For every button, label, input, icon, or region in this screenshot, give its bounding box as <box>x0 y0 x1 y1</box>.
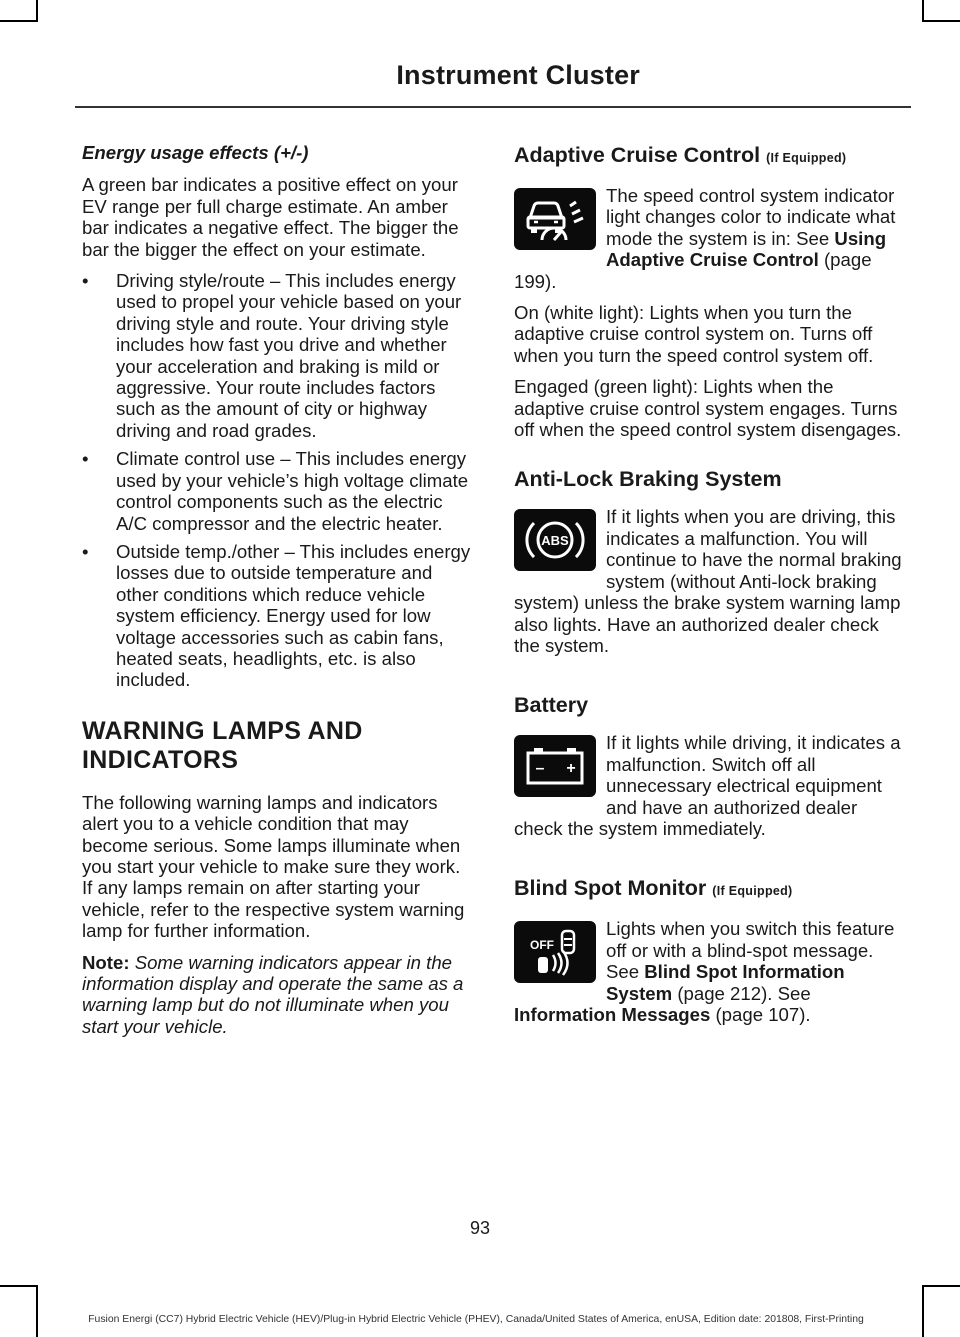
blind-spot-text-c: (page 107). <box>710 1003 811 1025</box>
abs-description: If it lights when you are driving, this indicates a malfunction. You will continue to have the normal braking system (without Anti-lock braking system) unless the brake system warning lamp also lights. Have an authorized dealer check the system. <box>514 506 902 656</box>
battery-block <box>514 732 906 849</box>
note-label: Note: <box>82 951 130 973</box>
crop-mark-bottom-left-h <box>0 1285 38 1287</box>
crop-mark-top-left-v <box>36 0 38 22</box>
warning-intro: The following warning lamps and indicators alert you to a vehicle condition that may become serious. Some lamps illuminate when you start your vehicle to make sure they work. If any lamps remain on after starting your vehicle, refer to the respective system warning lamp for further information. <box>82 791 465 942</box>
acc-on-text: On (white light): Lights when you turn the adaptive cruise control system on. Turns off when you turn the speed control system off. <box>514 302 874 366</box>
acc-ref-link[interactable]: Using Adaptive Cruise Control <box>606 227 887 271</box>
crop-mark-top-right-h <box>922 20 960 22</box>
blind-spot-heading <box>514 875 906 904</box>
note-paragraph <box>82 952 474 1038</box>
blind-spot-off-icon <box>514 921 596 983</box>
adaptive-cruise-icon <box>514 188 596 250</box>
acc-engaged-text: Engaged (green light): Lights when the adaptive cruise control system engages. Turns off when the speed control system disengages. <box>514 376 902 441</box>
left-column <box>82 142 474 1047</box>
section-title-line-1: WARNING LAMPS AND <box>82 716 363 745</box>
crop-mark-top-right-v <box>922 0 924 22</box>
bullet-outside-temp: • Outside temp./other – This includes energy losses due to outside temperature and other conditions which reduce vehicle system efficiency. Energy used for low voltage accessories such as cabin fans, heated seats, headlights, etc. is also included. <box>82 541 474 691</box>
crop-mark-bottom-right-v <box>922 1285 924 1337</box>
battery-minus: – <box>535 760 545 778</box>
battery-heading: Battery <box>514 693 589 718</box>
acc-block <box>514 185 906 302</box>
energy-usage-heading: Energy usage effects (+/-) <box>82 142 309 163</box>
battery-description: If it lights while driving, it indicates a malfunction. Switch off all unnecessary electrical equipment and have an authorized dealer check the system immediately. <box>514 732 901 839</box>
acc-heading <box>514 142 906 171</box>
abs-block <box>514 506 906 666</box>
abs-heading: Anti-Lock Braking System <box>514 467 782 492</box>
information-messages-ref-link[interactable]: Information Messages <box>514 1003 711 1025</box>
battery-icon <box>514 735 596 797</box>
energy-bullet-list <box>82 270 474 691</box>
bullet-climate-control: • Climate control use – This includes energy used by your vehicle’s high voltage climate control components such as the electric A/C compressor and the electric heater. <box>82 448 474 534</box>
blind-spot-ref-link[interactable]: Blind Spot Information System <box>606 961 845 1004</box>
section-title-line-2: INDICATORS <box>82 745 239 774</box>
blind-spot-title: Blind Spot Monitor <box>514 876 707 901</box>
abs-icon-label: ABS <box>541 533 569 549</box>
acc-equipped: (If Equipped) <box>766 151 847 165</box>
page-number: 93 <box>469 1218 491 1238</box>
battery-plus: + <box>566 760 576 778</box>
blind-spot-text-a: Lights when you switch this feature off or with a blind-spot message. See <box>606 918 895 983</box>
acc-text-a: The speed control system indicator light changes color to indicate what mode the system is in: See <box>606 185 896 249</box>
warning-lamps-section-title <box>82 717 474 775</box>
crop-mark-bottom-right-h <box>922 1285 960 1287</box>
blind-spot-icon-label: OFF <box>530 938 554 953</box>
blind-spot-block <box>514 918 906 1035</box>
header-rule <box>75 106 911 108</box>
right-column <box>514 142 906 1035</box>
page-header-title: Instrument Cluster <box>396 60 640 90</box>
note-text: Some warning indicators appear in the information display and operate the same as a warning lamp but do not illuminate when you start your vehicle. <box>82 951 464 1037</box>
footer-edition-text: Fusion Energi (CC7) Hybrid Electric Vehicle (HEV)/Plug-in Hybrid Electric Vehicle (PHEV), Canada/United States of America, enUSA, Edition date: 201808, First-Printing <box>88 1314 864 1325</box>
energy-intro: A green bar indicates a positive effect on your EV range per full charge estimate. An amber bar indicates a negative effect. The bigger the bar the bigger the effect on your estimate. <box>82 174 459 260</box>
crop-mark-top-left-h <box>0 20 38 22</box>
blind-spot-equipped: (If Equipped) <box>712 884 793 899</box>
abs-icon <box>514 509 596 571</box>
acc-title: Adaptive Cruise Control <box>514 143 761 167</box>
crop-mark-bottom-left-v <box>36 1285 38 1337</box>
bullet-driving-style: • Driving style/route – This includes energy used to propel your vehicle based on your driving style and route. Your driving style includes how fast you drive and whether your acceleration and braking is mild or aggressive. Your route includes factors such as the amount of city or highway driving and road grades. <box>82 270 474 441</box>
blind-spot-text-b: (page 212). See <box>672 982 811 1004</box>
acc-text-b: (page 199). <box>514 249 872 292</box>
